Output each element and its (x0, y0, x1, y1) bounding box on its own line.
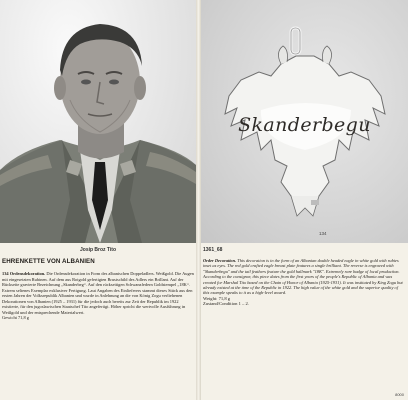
german-description (2, 258, 194, 321)
lot-title-en: Order Decoration. (203, 258, 237, 263)
portrait-illustration (0, 0, 196, 243)
english-body (203, 258, 403, 296)
section-headline: EHRENKETTE VON ALBANIEN (2, 258, 95, 265)
lot-title-de: Ordensdekoration. (9, 271, 46, 276)
german-text: Die Ordensdekoration in Form des albanischen Doppeladlers. Weißgold. Die Augen mit eingesetzten Rubinen. Auf dem aus Rotgold gefertigten Brustschild des Adlers ein Brillant. Auf der Rückseite gravierte Bezeichnung „Skanderbeg“. Auf den rückseitigen Schwanzfedern Goldstempel „18K“. Extrem seltenes Exemplar exklusiver Fertigung. Laut Angaben des Einlieferers stammt dieses Stück aus den ersten Jahren der Volksrepublik Albanien und wurde in Anlehnung an die von König Zogu verliehenen Dekorationen von Albanien (1925 – 1931) für die jedoch auch bereits zur Zeit der Republik im 1922 existierte, für den jugoslawischen Staatschef Tito angefertigt. Höher spricht die wertvolle Ausführung in Weißgold und der entsprechende Materialwert. (2, 271, 194, 315)
lot-reference: 1361_68 (203, 247, 223, 253)
german-body (2, 271, 194, 315)
photo-tag: 134 (319, 231, 327, 236)
engraving-text: Skanderbegu (238, 114, 371, 136)
english-weight: Weight: 71,8 g (203, 295, 231, 301)
german-weight: Gewicht 71,8 g (2, 315, 29, 321)
portrait-photo (0, 0, 196, 243)
portrait-caption: Josip Broz Tito (79, 247, 117, 253)
lot-number: 134 (2, 271, 9, 276)
condition: Zustand/Condition 1 – 2. (203, 301, 249, 307)
english-description (203, 258, 403, 307)
page-folio: 8000 (395, 392, 404, 397)
english-text: This decoration is in the form of an Albanian double headed eagle in white gold with rubies inset as eyes. The red gold crafted eagle breast plate features a single brilliant. The reverse is engraved with "Skanderbegu" and the tail feathers feature the gold hallmark "18K". Extremely rare badge of local production. According to the consignor, this piece dates from the first years of the people's Republic of Albania and was created for Marshal Tito based on the Chain of Honor of Albania (1925-1931). It was instituted by King Zogu but already existed at the time of the Republic in 1922. The high value of the white gold and the superior quality of this example speaks to it as a high-level award. (203, 258, 403, 296)
decoration-photo (201, 0, 408, 243)
